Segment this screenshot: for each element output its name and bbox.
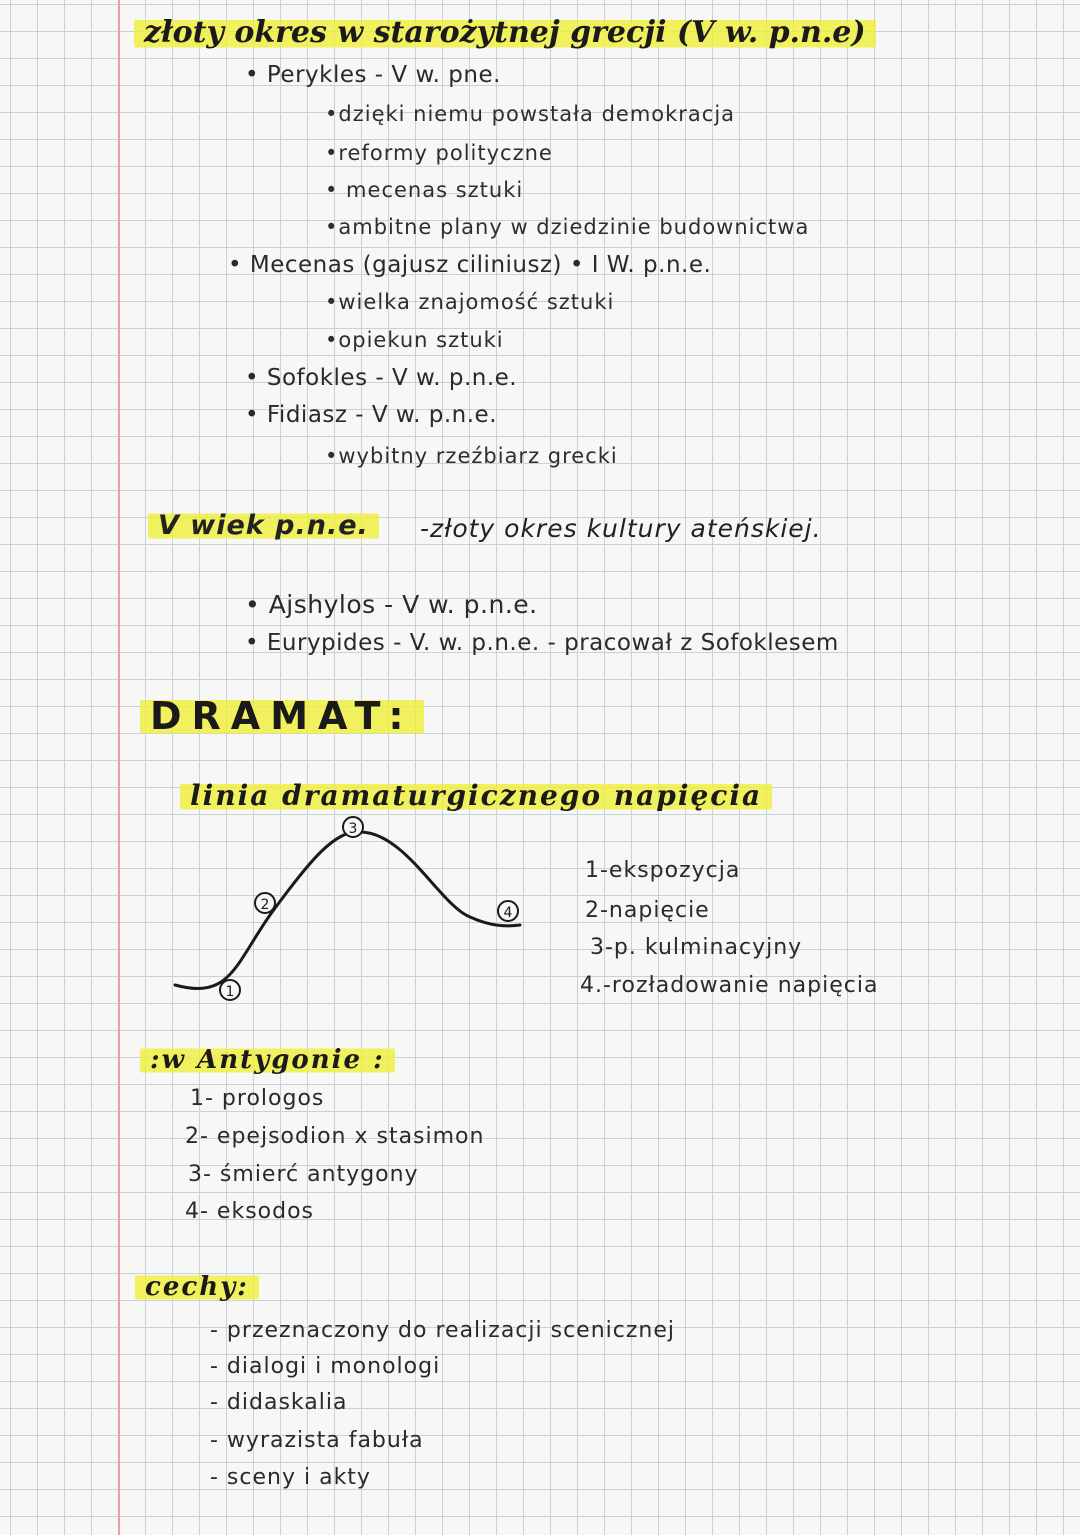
- phidias-title: • Fidiasz - V w. p.n.e.: [245, 402, 498, 428]
- aeschylus-title: • Ajshylos - V w. p.n.e.: [245, 590, 538, 619]
- maecenas-detail: •opiekun sztuki: [325, 328, 504, 352]
- antigone-item: 2- epejsodion x stasimon: [185, 1124, 485, 1149]
- feature-item: - przeznaczony do realizacji scenicznej: [210, 1318, 676, 1343]
- antigone-item: 3- śmierć antygony: [188, 1162, 419, 1187]
- sophocles-title: • Sofokles - V w. p.n.e.: [245, 365, 518, 391]
- curve-legend-item: 3-p. kulminacyjny: [590, 935, 803, 960]
- section-heading-5th-century: V wiek p.n.e.: [148, 510, 379, 541]
- curve-legend-item: 2-napięcie: [585, 898, 710, 923]
- curve-marker: 3: [348, 821, 358, 837]
- euripides-title: • Eurypides - V. w. p.n.e. - pracował z Sofoklesem: [245, 630, 839, 656]
- maecenas-title: • Mecenas (gajusz ciliniusz) • I W. p.n.e.: [228, 252, 712, 278]
- antigone-item: 4- eksodos: [185, 1199, 315, 1224]
- curve-marker: 1: [225, 984, 235, 1000]
- features-heading: cechy:: [135, 1272, 259, 1302]
- feature-item: - dialogi i monologi: [210, 1354, 441, 1379]
- curve-marker: 4: [503, 905, 513, 921]
- curve-legend-item: 4.-rozładowanie napięcia: [580, 973, 879, 998]
- phidias-detail: •wybitny rzeźbiarz grecki: [325, 444, 618, 468]
- antigone-heading: :w Antygonie :: [140, 1045, 395, 1075]
- maecenas-detail: •wielka znajomość sztuki: [325, 290, 615, 314]
- notebook-margin-line: [118, 0, 120, 1535]
- drama-heading: DRAMAT:: [140, 695, 424, 737]
- section-heading-5th-century-desc: -złoty okres kultury ateńskiej.: [420, 514, 822, 543]
- pericles-detail: •dzięki niemu powstała demokracja: [325, 102, 736, 126]
- antigone-item: 1- prologos: [190, 1086, 325, 1111]
- feature-item: - sceny i akty: [210, 1465, 371, 1490]
- tension-curve-line: [175, 832, 520, 989]
- tension-curve-diagram: [160, 805, 540, 1015]
- feature-item: - wyrazista fabuła: [210, 1428, 424, 1453]
- pericles-detail: •ambitne plany w dziedzinie budownictwa: [325, 215, 810, 239]
- curve-legend-item: 1-ekspozycja: [585, 858, 741, 883]
- curve-marker: 2: [260, 897, 270, 913]
- pericles-title: • Perykles - V w. pne.: [245, 62, 501, 88]
- feature-item: - didaskalia: [210, 1390, 348, 1415]
- pericles-detail: •reformy polityczne: [325, 141, 553, 165]
- section-heading-golden-age: złoty okres w starożytnej grecji (V w. p.n.e): [134, 16, 876, 50]
- tension-line-heading: linia dramaturgicznego napięcia: [180, 780, 772, 812]
- pericles-detail: • mecenas sztuki: [325, 178, 524, 202]
